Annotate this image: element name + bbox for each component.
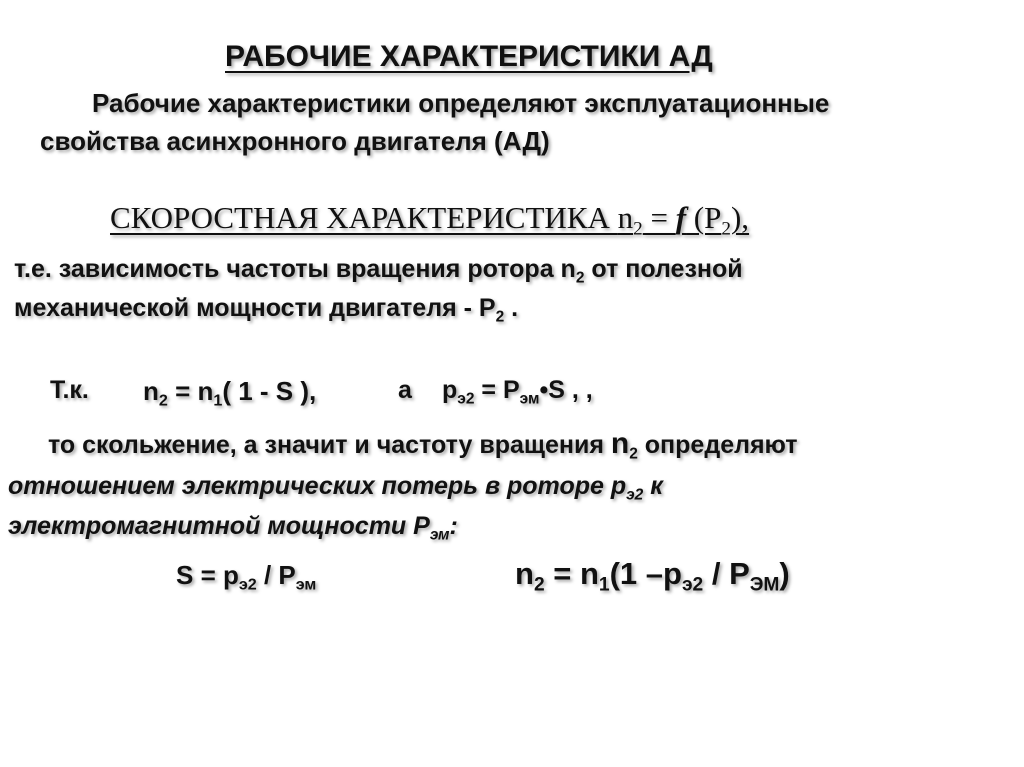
- heading-equals: =: [642, 200, 676, 235]
- and-label: а: [398, 376, 412, 404]
- slip-text-1-b: определяют: [637, 431, 798, 459]
- formula-losses-rest: •S , ,: [539, 376, 593, 404]
- dependency-line-1-sub: 2: [575, 269, 585, 287]
- slip-text-3-sub: эм: [429, 526, 450, 544]
- formula-speed-result: [515, 556, 790, 596]
- slip-text-line-3: [8, 512, 458, 544]
- formula-losses-pem: = P: [474, 376, 520, 404]
- speed-characteristic-heading: [110, 200, 750, 240]
- slip-text-line-1: [48, 427, 798, 461]
- formula-result-pem-sub: ЭМ: [749, 574, 780, 596]
- formula-result-n1: = n: [544, 556, 599, 591]
- heading-arg-sub: 2: [721, 218, 731, 240]
- slip-text-2-b: к: [643, 472, 663, 500]
- intro-line-2: свойства асинхронного двигателя (АД): [40, 126, 550, 156]
- formula-result-pem: / P: [703, 556, 750, 591]
- formula-result-end: ): [779, 556, 790, 591]
- dependency-line-2: [14, 294, 519, 326]
- heading-end: ),: [730, 200, 750, 235]
- formula-speed-n-sub: 2: [158, 391, 168, 410]
- formula-result-p-sub: э2: [681, 574, 704, 596]
- intro-line-1: Рабочие характеристики определяют эксплуатационные: [92, 88, 830, 118]
- formula-rotor-losses: [442, 376, 593, 408]
- dependency-line-1-text: т.е. зависимость частоты вращения ротора n: [14, 255, 576, 283]
- formula-slip: [176, 560, 317, 594]
- slip-text-2-sub: э2: [626, 486, 644, 504]
- formula-slip-b: / P: [256, 560, 296, 590]
- formula-slip-a: S = p: [176, 560, 239, 590]
- dependency-line-2-text: механической мощности двигателя - P: [14, 294, 496, 322]
- formula-speed: [143, 376, 317, 410]
- formula-result-n-sub: 2: [533, 574, 545, 596]
- slide-title: РАБОЧИЕ ХАРАКТЕРИСТИКИ АД: [225, 40, 713, 73]
- heading-n-sub: 2: [633, 218, 643, 240]
- dependency-line-2-sub: 2: [495, 308, 505, 326]
- formula-losses-p: p: [442, 376, 458, 404]
- slip-text-2-a: отношением электрических потерь в роторе p: [8, 472, 627, 500]
- dependency-line-2-end: .: [504, 294, 519, 322]
- formula-losses-p-sub: э2: [457, 390, 475, 408]
- heading-text: СКОРОСТНАЯ ХАРАКТЕРИСТИКА: [110, 200, 618, 235]
- formula-result-n1-sub: 1: [598, 574, 610, 596]
- formula-slip-a-sub: э2: [238, 575, 257, 594]
- heading-arg: (P: [686, 200, 722, 235]
- formula-speed-n: n: [143, 376, 159, 406]
- heading-function-f: f: [675, 200, 687, 235]
- slip-text-1-a: то скольжение, а значит и частоту вращения: [48, 431, 611, 459]
- formula-speed-n1: = n: [167, 376, 214, 406]
- formula-result-p: (1 –p: [609, 556, 682, 591]
- formula-result-n: n: [515, 556, 534, 591]
- heading-n: n: [617, 200, 634, 235]
- formula-speed-rest: ( 1 - S ),: [222, 376, 317, 406]
- slip-text-1-n: n: [610, 427, 630, 460]
- slip-text-3-a: электромагнитной мощности P: [8, 512, 430, 540]
- formula-losses-pem-sub: эм: [519, 390, 540, 408]
- formula-slip-b-sub: эм: [295, 575, 317, 594]
- formula-speed-n1-sub: 1: [213, 391, 223, 410]
- slip-text-1-n-sub: 2: [629, 445, 638, 463]
- slip-text-3-b: :: [449, 512, 458, 540]
- since-label: Т.к.: [50, 376, 89, 404]
- dependency-line-1: [14, 255, 743, 287]
- dependency-line-1-end: от полезной: [584, 255, 743, 283]
- slip-text-line-2: [8, 472, 663, 504]
